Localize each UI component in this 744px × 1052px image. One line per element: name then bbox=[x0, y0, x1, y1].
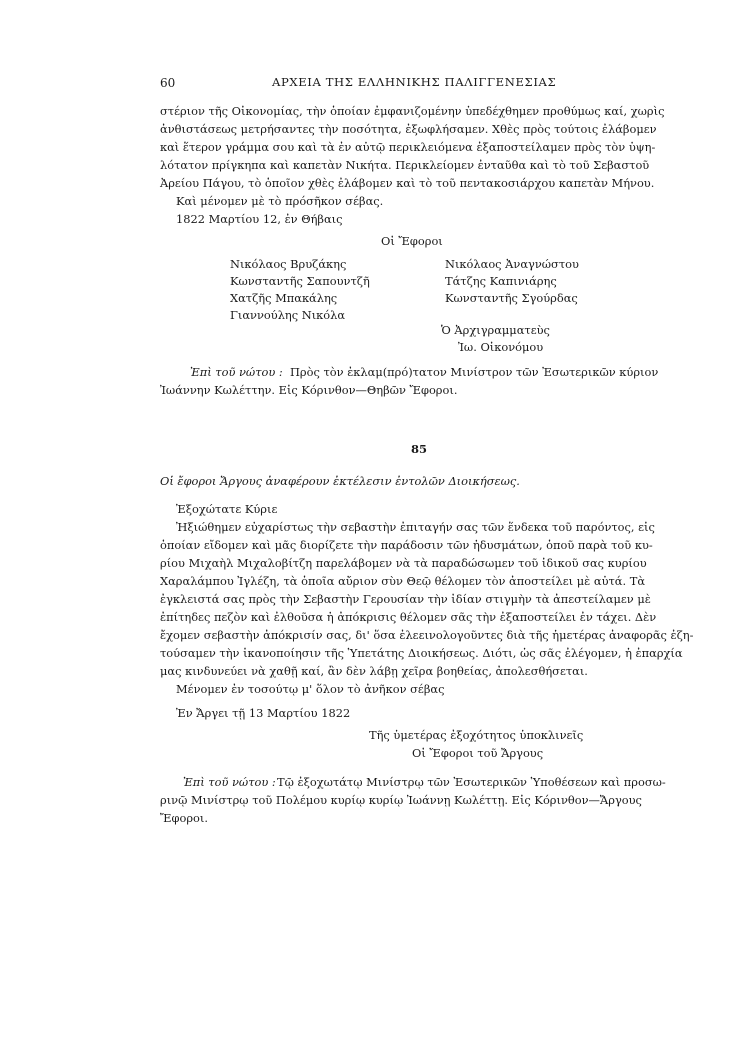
signer-right-1: Νικόλαος Ἀναγνώστου bbox=[445, 257, 579, 271]
doc85-body-line-4: Χαραλάμπου Ἰγλέζη, τὰ ὁποῖα αὔριον σὺν Θεῷ θέλομεν τὸν ἀποστείλει μὲ αὐτά. Τὰ bbox=[160, 574, 646, 588]
doc85-body-line-3: ρίου Μιχαὴλ Μιχαλοβίτζη παρελάβομεν νὰ τὰ παραδώσωμεν τοῦ ἰδικοῦ σας κυρίου bbox=[160, 556, 647, 570]
doc85-verso-line-3: Ἔφοροι. bbox=[160, 811, 208, 825]
doc85-body-line-7: ἔχομεν σεβαστὴν ἀπόκρισίν σας, δι' ὅσα ἐλεεινολογοῦντες διὰ τῆς ἡμετέρας ἀναφορᾶς ἐζη- bbox=[160, 628, 694, 642]
secretary-name: Ἰω. Οἰκονόμου bbox=[458, 340, 544, 354]
running-title: ΑΡΧΕΙΑ ΤΗΣ ΕΛΛΗΝΙΚΗΣ ΠΑΛΙΓΓΕΝΕΣΙΑΣ bbox=[272, 75, 557, 89]
doc84-verso-line-1: Πρὸς τὸν ἐκλαμ(πρό)τατον Μινίστρον τῶν Ἐσωτερικῶν κύριον bbox=[290, 365, 659, 379]
doc85-body-line-9: μας κινδυνεύει νὰ χαθῇ καί, ἂν δὲν λάβῃ χεῖρα βοηθείας, ἀπολεσθήσεται. bbox=[160, 664, 588, 678]
signer-left-3: Χατζῆς Μπακάλης bbox=[230, 291, 338, 305]
doc85-verso-line-2: ρινῷ Μινίστρῳ τοῦ Πολέμου κυρίῳ κυρίῳ Ἰωάννῃ Κωλέττῃ. Εἰς Κόρινθον—Ἄργους bbox=[160, 793, 642, 807]
doc85-verso-label: Ἐπὶ τοῦ νώτου : bbox=[183, 775, 276, 789]
doc84-line-3: καὶ ἕτερον γράμμα σου καὶ τὰ ἐν αὐτῷ περικλειόμενα ἐξαποστείλαμεν πρὸς τὸν ὑψη- bbox=[160, 140, 656, 154]
secretary-title: Ὁ Ἀρχιγραμματεὺς bbox=[441, 323, 550, 337]
doc85-salutation: Ἐξοχώτατε Κύριε bbox=[176, 502, 278, 516]
doc85-verso-line-1: Τῷ ἐξοχωτάτῳ Μινίστρῳ τῶν Ἐσωτερικῶν Ὑποθέσεων καὶ προσω- bbox=[277, 775, 666, 789]
doc84-line-2: ἀνθιστάσεως μετρήσαντες τὴν ποσότητα, ἐξωφλήσαμεν. Χθὲς πρὸς τούτοις ἐλάβομεν bbox=[160, 122, 657, 136]
doc84-verso-line-2: Ἰωάννην Κωλέττην. Εἰς Κόρινθον—Θηβῶν Ἔφοροι. bbox=[160, 383, 458, 397]
doc85-body-line-5: ἐγκλειστά σας πρὸς τὴν Σεβαστὴν Γερουσίαν τὴν ἰδίαν στιγμὴν τὰ ἀπεστείλαμεν μὲ bbox=[160, 592, 651, 606]
doc84-line-4: λότατον πρίγκηπα καὶ καπετὰν Νικήτα. Περικλείομεν ἐνταῦθα καὶ τὸ τοῦ Σεβαστοῦ bbox=[160, 158, 650, 172]
signer-left-2: Κωνσταντῆς Σαπουντζῆ bbox=[230, 274, 370, 288]
doc84-closing: Καὶ μένομεν μὲ τὸ πρόσῆκον σέβας. bbox=[176, 194, 384, 208]
doc85-body-line-1: Ἠξιώθημεν εὐχαρίστως τὴν σεβαστὴν ἐπιταγήν σας τῶν ἕνδεκα τοῦ παρόντος, εἰς bbox=[176, 520, 655, 534]
signer-left-4: Γιαννούλης Νικόλα bbox=[230, 308, 346, 322]
doc85-closing: Μένομεν ἐν τοσούτῳ μ' ὅλον τὸ ἀνῆκον σέβας bbox=[176, 682, 445, 696]
signer-left-1: Νικόλαος Βρυζάκης bbox=[230, 257, 347, 271]
doc85-summary: Οἱ ἔφοροι Ἄργους ἀναφέρουν ἐκτέλεσιν ἐντολῶν Διοικήσεως. bbox=[160, 474, 520, 488]
doc84-date-place: 1822 Μαρτίου 12, ἐν Θήβαις bbox=[176, 212, 343, 226]
doc85-sign-line-1: Τῆς ὑμετέρας ἐξοχότητος ὑποκλινεῖς bbox=[369, 728, 584, 742]
signer-right-3: Κωνσταντῆς Σγούρδας bbox=[445, 291, 578, 305]
document-number: 85 bbox=[411, 442, 428, 456]
doc84-verso-label: Ἐπὶ τοῦ νώτου : bbox=[190, 365, 283, 379]
doc84-signers-heading: Οἱ Ἔφοροι bbox=[381, 234, 443, 248]
page-number: 60 bbox=[160, 76, 176, 90]
doc85-body-line-6: ἐπίτηδες πεζὸν καὶ ἐλθοῦσα ἡ ἀπόκρισις θέλομεν σᾶς τὴν ἐξαποστείλει ἐν τάχει. Δὲν bbox=[160, 610, 657, 624]
doc84-line-1: στέριον τῆς Οἰκονομίας, τὴν ὁποίαν ἐμφανιζομένην ὑπεδέχθημεν προθύμως καί, χωρὶς bbox=[160, 104, 665, 118]
signer-right-2: Τάτζης Καπινιάρης bbox=[445, 274, 557, 288]
doc85-body-line-8: τούσαμεν τὴν ἱκανοποίησιν τῆς Ὑπετάτης Διοικήσεως. Διότι, ὡς σᾶς ἐλέγομεν, ἡ ἐπαρχία bbox=[160, 646, 683, 660]
doc85-sign-line-2: Οἱ Ἔφοροι τοῦ Ἄργους bbox=[412, 746, 544, 760]
doc84-line-5: Ἀρείου Πάγου, τὸ ὁποῖον χθὲς ἐλάβομεν καὶ τὸ τοῦ πεντακοσιάρχου καπετὰν Μήνου. bbox=[160, 176, 655, 190]
doc85-body-line-2: ὁποίαν εἴδομεν καὶ μᾶς διορίζετε τὴν παράδοσιν τῶν ἡδυσμάτων, ὁποῦ παρὰ τοῦ κυ- bbox=[160, 538, 653, 552]
doc85-date-place: Ἐν Ἄργει τῇ 13 Μαρτίου 1822 bbox=[176, 706, 351, 720]
